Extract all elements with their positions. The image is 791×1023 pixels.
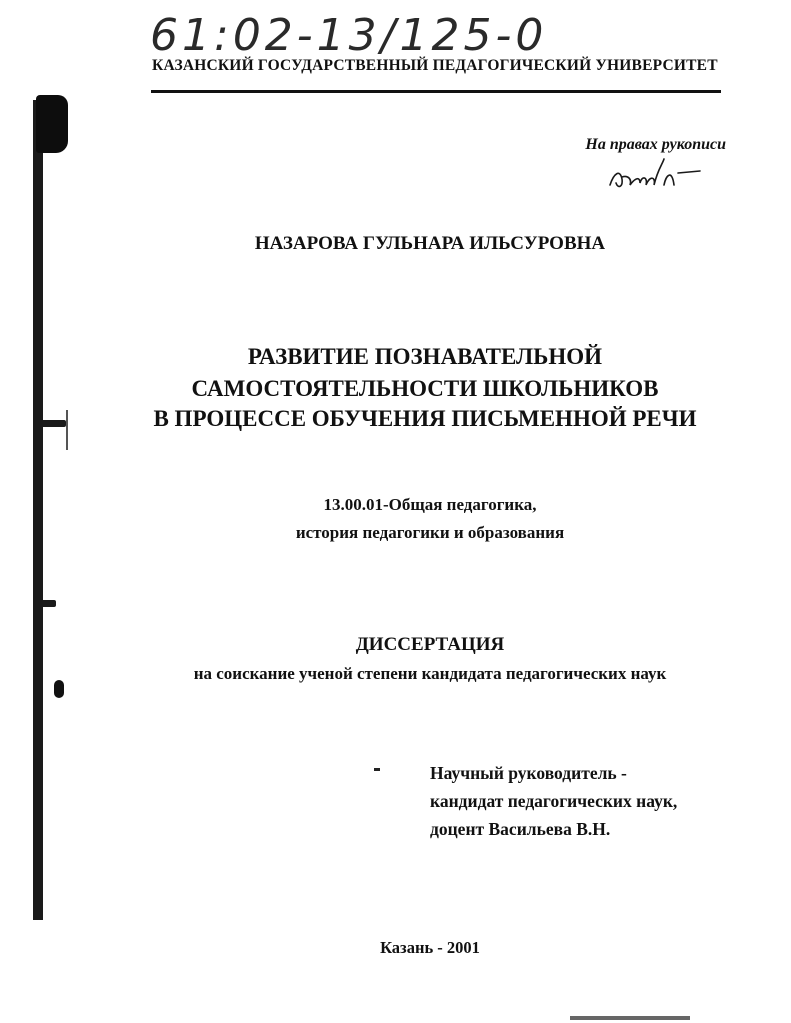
- scan-edge-line: [66, 410, 68, 450]
- scan-edge-blob: [36, 95, 68, 153]
- scan-speck: [374, 768, 380, 771]
- author-signature: [602, 155, 712, 197]
- header-rule: [151, 90, 721, 93]
- scan-edge-bar: [33, 100, 43, 920]
- advisor-name: доцент Васильева В.Н.: [430, 819, 611, 839]
- specialty-code: 13.00.01-Общая педагогика,: [323, 495, 537, 514]
- university-name: КАЗАНСКИЙ ГОСУДАРСТВЕННЫЙ ПЕДАГОГИЧЕСКИЙ УНИВЕРСИТЕТ: [152, 57, 718, 74]
- dissertation-title-line: РАЗВИТИЕ ПОЗНАВАТЕЛЬНОЙ: [247, 344, 603, 369]
- scan-edge-dot: [54, 680, 64, 698]
- specialty-name: история педагогики и образования: [295, 523, 565, 542]
- handwritten-catalog-number: 61:02-13/125-0: [150, 10, 548, 61]
- advisor-role: Научный руководитель -: [430, 763, 627, 783]
- dissertation-title-line: В ПРОЦЕССЕ ОБУЧЕНИЯ ПИСЬМЕННОЙ РЕЧИ: [153, 406, 697, 431]
- degree-statement: на соискание ученой степени кандидата педагогических наук: [193, 664, 667, 683]
- scan-edge-tick: [40, 420, 66, 427]
- author-name: НАЗАРОВА ГУЛЬНАРА ИЛЬСУРОВНА: [254, 233, 606, 254]
- scan-edge-tick: [40, 600, 56, 607]
- dissertation-title-line: САМОСТОЯТЕЛЬНОСТИ ШКОЛЬНИКОВ: [191, 376, 659, 401]
- city-year: Казань - 2001: [380, 938, 480, 957]
- manuscript-rights-label: На правах рукописи: [585, 136, 726, 153]
- advisor-degree: кандидат педагогических наук,: [430, 791, 678, 811]
- scan-bottom-smudge: [570, 1016, 690, 1020]
- document-type: ДИССЕРТАЦИЯ: [355, 634, 505, 655]
